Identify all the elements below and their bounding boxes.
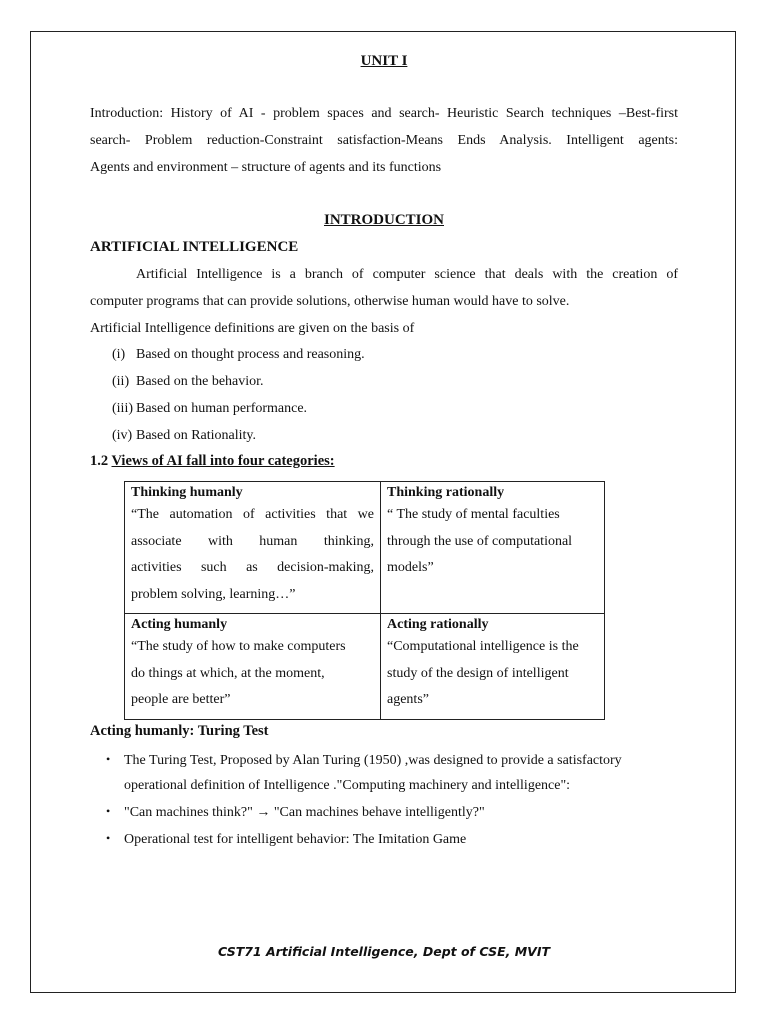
page-footer: CST71 Artificial Intelligence, Dept of CSE, MVIT — [217, 944, 551, 959]
views-heading-text: Views of AI fall into four categories: — [111, 453, 335, 469]
cell-text-line: “Computational intelligence is the — [387, 639, 579, 654]
definition-text: Based on Rationality. — [136, 428, 257, 443]
cell-text-line: agents” — [387, 692, 429, 707]
bullet-item — [106, 804, 485, 821]
cell-thinking-rationally — [381, 482, 605, 614]
views-section-number: 1.2 — [90, 453, 109, 469]
syllabus-line-2: search- Problem reduction-Constraint satisfaction-Means Ends Analysis. Intelligent agents: — [90, 133, 678, 148]
cell-text-line: do things at which, at the moment, — [131, 665, 325, 681]
bullet-item — [106, 831, 466, 848]
definition-item — [112, 374, 264, 390]
cell-text-line: problem solving, learning…” — [131, 586, 296, 602]
bullet-icon: • — [106, 804, 111, 818]
cell-text-line: “The automation of activities that we — [131, 507, 374, 522]
cell-title: Thinking rationally — [387, 485, 505, 500]
cell-text-line: activities such as decision-making, — [131, 560, 374, 575]
bullet-text: The Turing Test, Proposed by Alan Turing (1950) ,was designed to provide a satisfactory — [124, 753, 622, 768]
ai-paragraph-line-2: computer programs that can provide solutions, otherwise human would have to solve. — [90, 294, 570, 309]
views-table — [124, 481, 605, 720]
cell-text-line: study of the design of intelligent — [387, 665, 569, 681]
cell-text-line: associate with human thinking, — [131, 533, 374, 549]
cell-title: Acting rationally — [387, 617, 489, 632]
cell-text-line: through the use of computational — [387, 533, 573, 549]
bullet-icon: • — [106, 831, 111, 845]
cell-text-line: “The study of how to make computers — [131, 639, 346, 654]
bullet-icon: • — [106, 752, 111, 766]
definition-text: Based on the behavior. — [136, 374, 264, 389]
introduction-heading: INTRODUCTION — [323, 212, 444, 228]
bullet-continuation: operational definition of Intelligence ."Computing machinery and intelligence": — [124, 778, 571, 793]
definition-number: (ii) — [112, 374, 130, 389]
cell-acting-rationally — [381, 614, 605, 720]
definition-text: Based on human performance. — [136, 401, 308, 416]
turing-heading: Acting humanly: Turing Test — [90, 723, 269, 739]
definition-text: Based on thought process and reasoning. — [136, 347, 365, 362]
syllabus-line-1: Introduction: History of AI - problem spaces and search- Heuristic Search techniques –Best-first — [90, 106, 678, 121]
bullet-text: "Can machines think?" → "Can machines behave intelligently?" — [124, 805, 485, 820]
bullet-item — [106, 752, 622, 769]
definition-number: (iii) — [112, 401, 133, 416]
views-heading — [90, 453, 335, 470]
cell-thinking-humanly — [125, 482, 381, 614]
definition-number: (iv) — [112, 428, 133, 443]
cell-text-line: “ The study of mental faculties — [387, 507, 560, 522]
cell-title: Acting humanly — [131, 617, 228, 632]
syllabus-line-3: Agents and environment – structure of agents and its functions — [90, 160, 442, 175]
definition-item — [112, 401, 307, 417]
unit-title: UNIT I — [360, 53, 408, 69]
cell-acting-humanly — [125, 614, 381, 720]
definition-item — [112, 347, 365, 363]
definitions-intro: Artificial Intelligence definitions are given on the basis of — [90, 321, 415, 336]
definition-item — [112, 428, 256, 444]
cell-title: Thinking humanly — [131, 485, 243, 500]
cell-text-line: people are better” — [131, 692, 231, 707]
ai-paragraph-line-1: Artificial Intelligence is a branch of computer science that deals with the creation of — [136, 267, 678, 282]
definition-number: (i) — [112, 347, 126, 362]
cell-text-line: models” — [387, 560, 434, 575]
bullet-text: Operational test for intelligent behavior: The Imitation Game — [124, 832, 467, 847]
ai-heading: ARTIFICIAL INTELLIGENCE — [90, 239, 299, 255]
